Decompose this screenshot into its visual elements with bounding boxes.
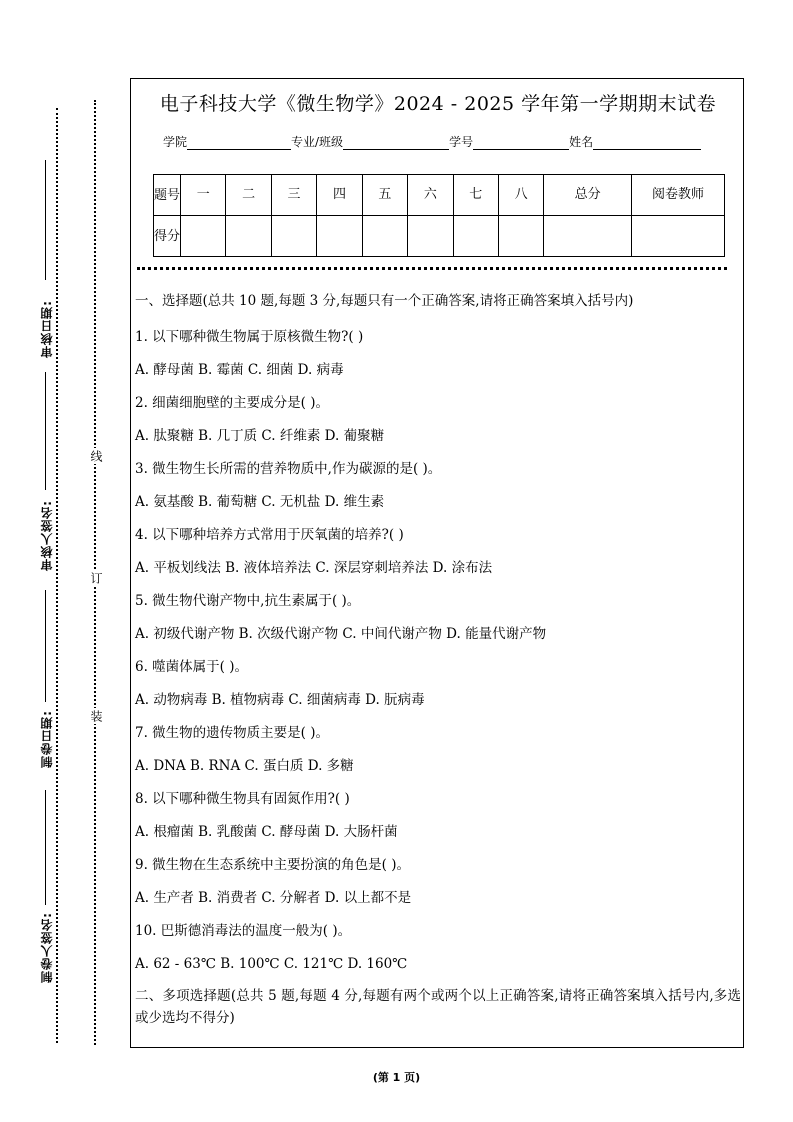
reviewer-sign-label: 审核人签名: <box>40 500 54 571</box>
col-1: 一 <box>181 175 226 216</box>
score-head: 得分 <box>154 216 181 257</box>
binding-mark-bind: 装 <box>89 710 103 722</box>
col-4: 四 <box>317 175 362 216</box>
score-cell-5[interactable] <box>362 216 407 257</box>
question-4-options: A. 平板划线法 B. 液体培养法 C. 深层穿刺培养法 D. 涂布法 <box>135 560 493 576</box>
question-4: 4. 以下哪种培养方式常用于厌氧菌的培养?( ) <box>135 527 404 543</box>
made-date-label: 制卷日期: <box>40 710 54 768</box>
col-8: 八 <box>498 175 543 216</box>
page-number: (第 1 页) <box>372 1071 421 1084</box>
maker-sign-label: 制卷人签名: <box>40 912 54 983</box>
score-cell-8[interactable] <box>498 216 543 257</box>
question-2: 2. 细菌细胞壁的主要成分是( )。 <box>135 395 329 411</box>
col-3: 三 <box>271 175 316 216</box>
question-9: 9. 微生物在生态系统中主要扮演的角色是( )。 <box>135 857 410 873</box>
question-6: 6. 噬菌体属于( )。 <box>135 659 248 675</box>
student-id-label: 学号 <box>449 135 474 149</box>
col-5: 五 <box>362 175 407 216</box>
question-8: 8. 以下哪种微生物具有固氮作用?( ) <box>135 791 350 807</box>
score-cell-total[interactable] <box>544 216 632 257</box>
col-7: 七 <box>453 175 498 216</box>
col-total: 总分 <box>544 175 632 216</box>
student-info-row <box>163 133 701 150</box>
review-date-line <box>45 160 46 280</box>
question-7: 7. 微生物的遗传物质主要是( )。 <box>135 725 329 741</box>
college-label: 学院 <box>163 135 188 149</box>
name-label: 姓名 <box>569 135 594 149</box>
question-10-options: A. 62 - 63℃ B. 100℃ C. 121℃ D. 160℃ <box>135 956 408 972</box>
name-blank[interactable] <box>593 137 701 150</box>
exam-title: 电子科技大学《微生物学》2024 - 2025 学年第一学期期末试卷 <box>159 93 717 115</box>
made-date-line <box>45 590 46 702</box>
binding-mark-order: 订 <box>89 572 103 584</box>
question-3: 3. 微生物生长所需的营养物质中,作为碳源的是( )。 <box>135 461 442 477</box>
question-10: 10. 巴斯德消毒法的温度一般为( )。 <box>135 923 352 939</box>
reviewer-sign-line <box>45 372 46 490</box>
section-2-heading: 二、多项选择题(总共 5 题,每题 4 分,每题有两个或两个以上正确答案,请将正确答案填入括号内,多选或少选均不得分) <box>135 988 741 1026</box>
dotted-separator <box>137 267 727 270</box>
maker-sign-line <box>45 790 46 905</box>
question-6-options: A. 动物病毒 B. 植物病毒 C. 细菌病毒 D. 朊病毒 <box>135 692 425 708</box>
review-date-label: 审核日期: <box>40 300 54 358</box>
exam-content <box>135 290 741 1038</box>
major-class-label: 专业/班级 <box>291 135 344 149</box>
score-table-score-row <box>154 216 725 257</box>
question-number-head: 题号 <box>154 175 181 216</box>
score-cell-2[interactable] <box>226 216 271 257</box>
col-6: 六 <box>408 175 453 216</box>
question-5-options: A. 初级代谢产物 B. 次级代谢产物 C. 中间代谢产物 D. 能量代谢产物 <box>135 626 547 642</box>
col-grader: 阅卷教师 <box>632 175 725 216</box>
binding-mark-line: 线 <box>89 450 103 462</box>
student-id-blank[interactable] <box>473 137 569 150</box>
left-dotted-line <box>56 108 58 1043</box>
question-9-options: A. 生产者 B. 消费者 C. 分解者 D. 以上都不是 <box>135 890 412 906</box>
score-table <box>153 174 725 257</box>
question-3-options: A. 氨基酸 B. 葡萄糖 C. 无机盐 D. 维生素 <box>135 494 385 510</box>
score-cell-grader[interactable] <box>632 216 725 257</box>
col-2: 二 <box>226 175 271 216</box>
question-7-options: A. DNA B. RNA C. 蛋白质 D. 多糖 <box>135 758 354 774</box>
college-blank[interactable] <box>187 137 291 150</box>
question-5: 5. 微生物代谢产物中,抗生素属于( )。 <box>135 593 361 609</box>
score-cell-6[interactable] <box>408 216 453 257</box>
exam-frame <box>130 78 744 1048</box>
question-1-options: A. 酵母菌 B. 霉菌 C. 细菌 D. 病毒 <box>135 362 344 378</box>
score-cell-1[interactable] <box>181 216 226 257</box>
score-cell-3[interactable] <box>271 216 316 257</box>
question-2-options: A. 肽聚糖 B. 几丁质 C. 纤维素 D. 葡聚糖 <box>135 428 385 444</box>
score-cell-7[interactable] <box>453 216 498 257</box>
major-class-blank[interactable] <box>343 137 449 150</box>
score-table-header-row <box>154 175 725 216</box>
score-cell-4[interactable] <box>317 216 362 257</box>
question-8-options: A. 根瘤菌 B. 乳酸菌 C. 酵母菌 D. 大肠杆菌 <box>135 824 398 840</box>
question-1: 1. 以下哪种微生物属于原核微生物?( ) <box>135 329 364 345</box>
section-1-heading: 一、选择题(总共 10 题,每题 3 分,每题只有一个正确答案,请将正确答案填入括号内) <box>135 293 634 309</box>
